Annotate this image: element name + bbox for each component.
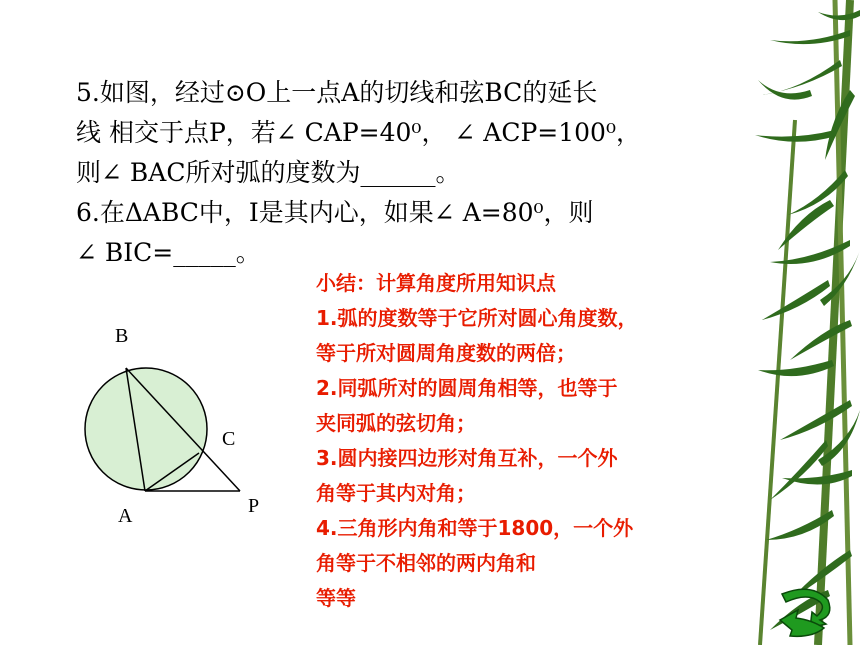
summary-line: 角等于其内对角； [316, 481, 476, 505]
summary-line: 等等 [316, 586, 356, 610]
summary-line: 1.弧的度数等于它所对圆心角度数， [316, 306, 638, 330]
problem-6-line-1: 6.在ΔABC中，I是其内心，如果∠ A=80⁰，则 [76, 198, 594, 227]
label-a: A [118, 505, 133, 527]
return-arrow-icon[interactable] [772, 580, 836, 640]
label-c: C [222, 428, 236, 450]
summary-line: 4.三角形内角和等于1800，一个外 [316, 516, 634, 540]
problem-6-line-2: ∠ BIC=_____。 [76, 238, 261, 267]
problem-5-line-3: 则∠ BAC所对弧的度数为______。 [76, 158, 461, 187]
summary-line: 2.同弧所对的圆周角相等，也等于 [316, 376, 618, 400]
problem-5-line-1: 5.如图，经过⊙O上一点A的切线和弦BC的延长 [76, 78, 598, 107]
summary-line: 角等于不相邻的两内角和 [316, 551, 536, 575]
summary-line: 3.圆内接四边形对角互补，一个外 [316, 446, 618, 470]
summary-line: 等于所对圆周角度数的两倍； [316, 341, 576, 365]
problem-5-line-2: 线 相交于点P，若∠ CAP=40⁰， ∠ ACP=100⁰， [76, 118, 641, 147]
summary-line: 夹同弧的弦切角； [316, 411, 476, 435]
circle-o [85, 368, 207, 490]
label-b: B [115, 325, 129, 347]
label-p: P [248, 495, 260, 517]
summary-title: 小结：计算角度所用知识点 [316, 271, 556, 295]
